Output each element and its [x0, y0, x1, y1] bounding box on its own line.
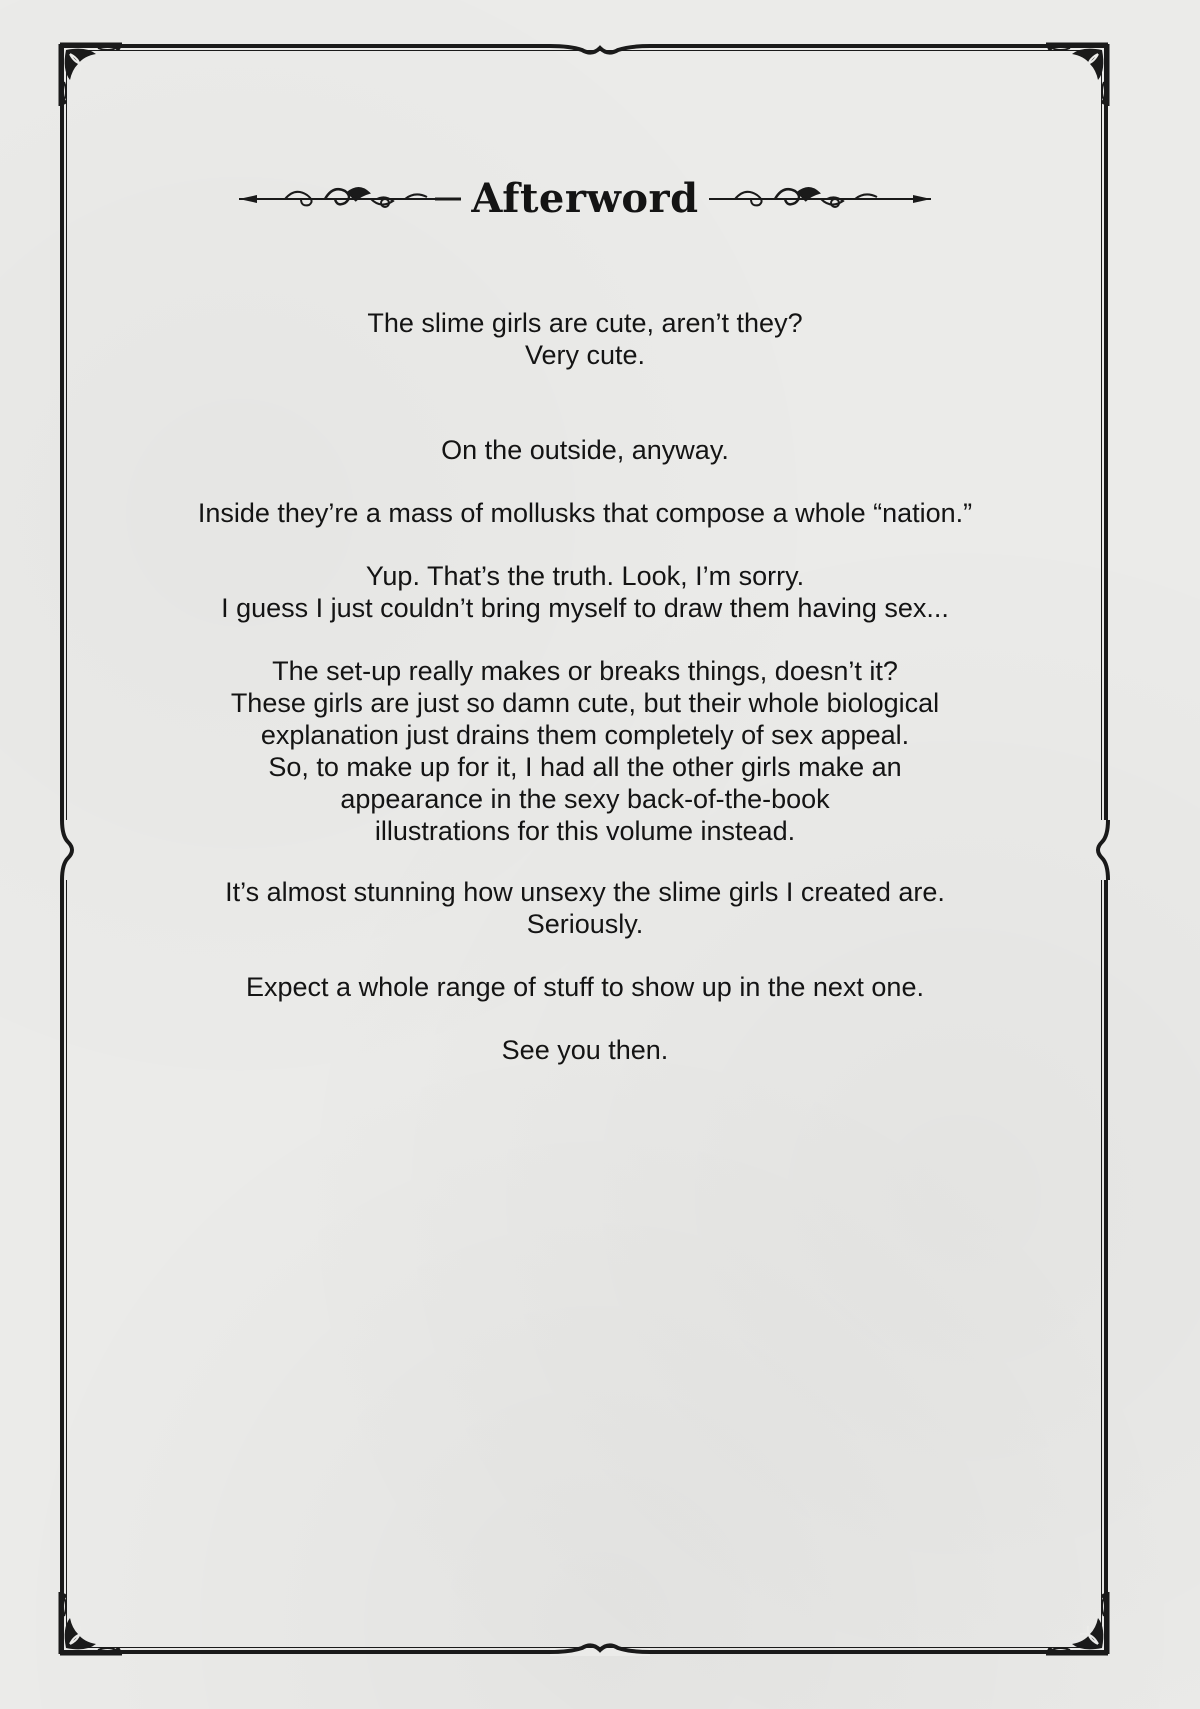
text-line: illustrations for this volume instead.	[374, 816, 796, 846]
text-line: On the outside, anyway.	[441, 435, 729, 465]
page-title: Afterword	[471, 174, 699, 222]
paragraph	[110, 434, 1060, 466]
vine-flourish-icon	[235, 181, 465, 215]
text-line: Seriously.	[526, 909, 644, 939]
text-line: I guess I just couldn’t bring myself to draw them having sex...	[221, 593, 949, 623]
text-line: So, to make up for it, I had all the other girls make an	[268, 752, 902, 782]
ornamental-corner-icon	[1042, 40, 1112, 110]
text-line: Expect a whole range of stuff to show up in the next one.	[246, 972, 924, 1002]
paragraph	[110, 307, 1060, 371]
paragraph	[110, 655, 1060, 847]
frame-notch-icon	[550, 36, 650, 60]
text-line: Very cute.	[524, 340, 646, 370]
paragraph	[110, 876, 1060, 940]
text-line: See you then.	[501, 1035, 669, 1065]
ornamental-corner-icon	[56, 1588, 126, 1658]
text-line: It’s almost stunning how unsexy the slime girls I created are.	[225, 877, 945, 907]
paragraph	[110, 560, 1060, 624]
text-line: The set-up really makes or breaks things, doesn’t it?	[272, 656, 898, 686]
paragraph	[110, 1034, 1060, 1066]
ornamental-corner-icon	[56, 40, 126, 110]
frame-notch-icon	[56, 820, 80, 880]
page-border-inner	[66, 50, 1102, 1648]
vine-flourish-icon	[705, 181, 935, 215]
text-line: Inside they’re a mass of mollusks that compose a whole “nation.”	[197, 498, 973, 528]
paragraph	[110, 971, 1060, 1003]
text-line: appearance in the sexy back-of-the-book	[340, 784, 830, 814]
text-line: The slime girls are cute, aren’t they?	[367, 308, 803, 338]
ornamental-corner-icon	[1042, 1588, 1112, 1658]
text-line: Yup. That’s the truth. Look, I’m sorry.	[365, 561, 805, 591]
frame-notch-icon	[550, 1638, 650, 1662]
text-line: explanation just drains them completely of sex appeal.	[260, 720, 910, 750]
title-row	[240, 168, 930, 228]
paragraph	[110, 497, 1060, 529]
frame-notch-icon	[1090, 820, 1114, 880]
text-line: These girls are just so damn cute, but their whole biological	[230, 688, 940, 718]
